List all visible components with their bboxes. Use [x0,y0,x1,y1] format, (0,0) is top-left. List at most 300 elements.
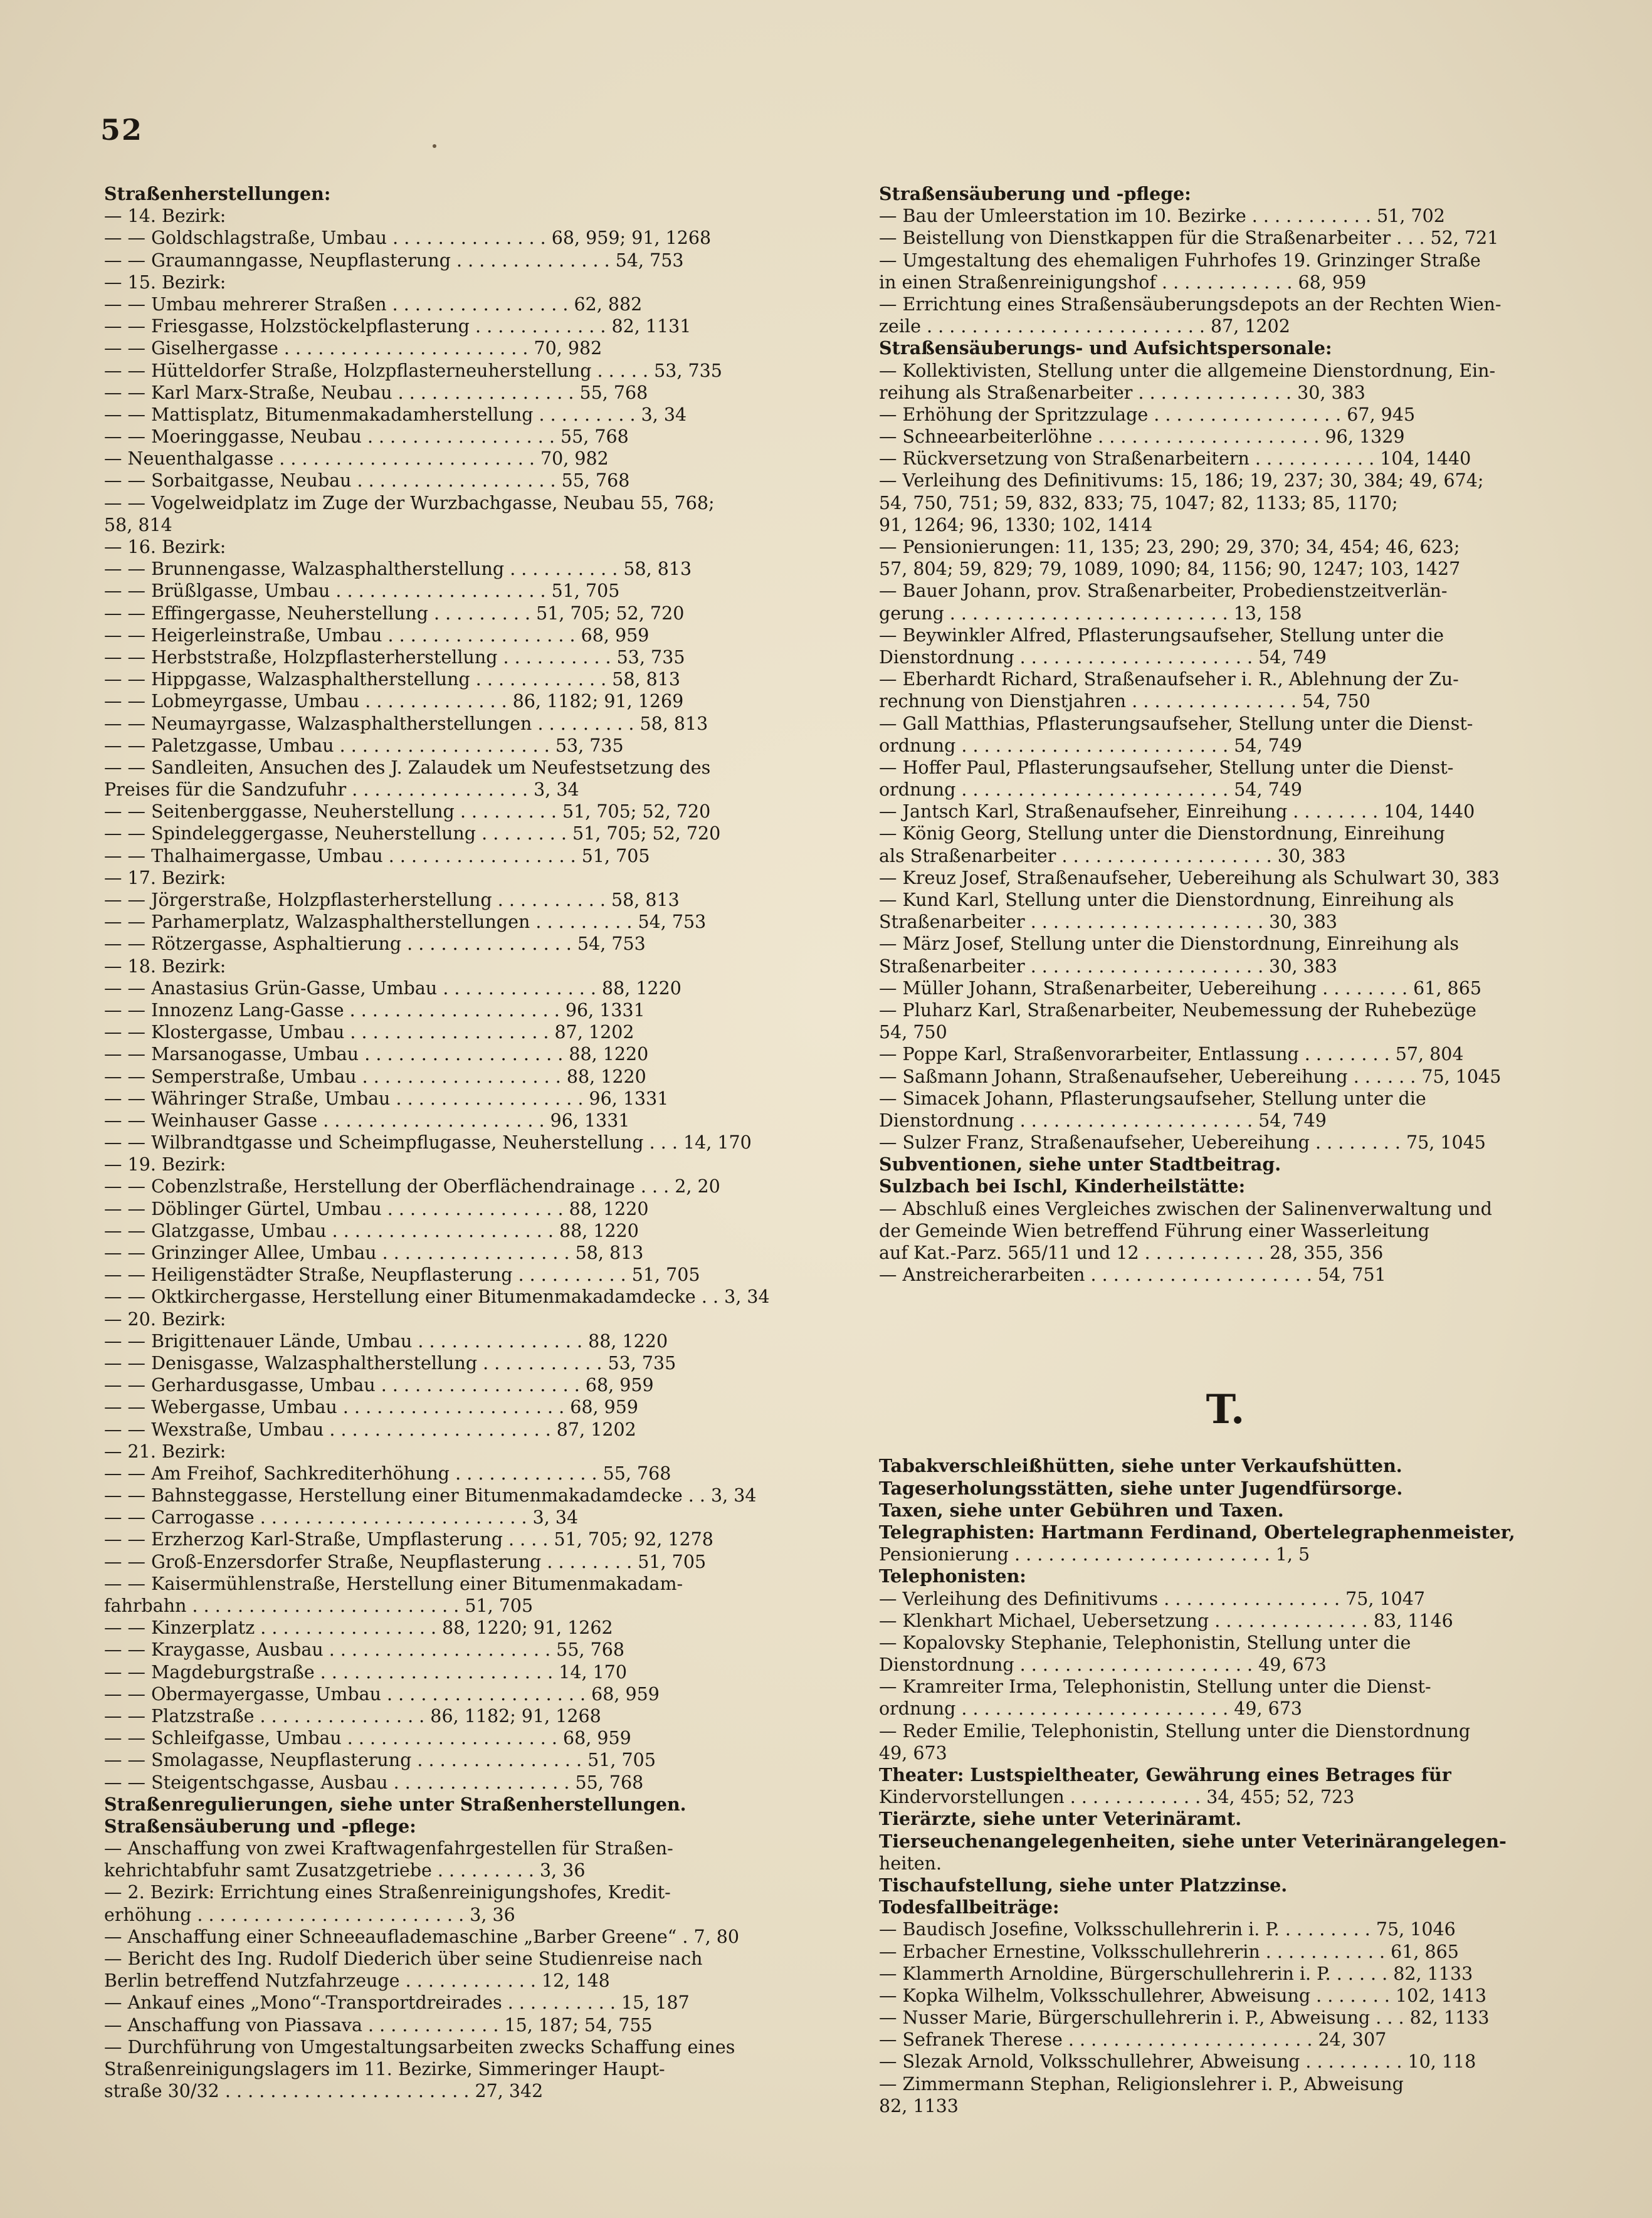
index-entry [879,2095,1572,2117]
index-entry [879,1021,1572,1043]
entry-text: Tabakverschleißhütten, siehe unter Verkaufshütten. [879,1455,1402,1477]
index-entry [104,382,856,404]
index-entry [879,668,1572,690]
entry-text: — — Umbau mehrerer Straßen . . . . . . . . . . . . . . . . 62, 882 [104,293,643,315]
entry-text: Todesfallbeiträge: [879,1896,1060,1918]
index-entry [879,1786,1572,1808]
index-entry [879,1588,1572,1610]
index-entry [104,933,856,955]
index-heading [879,1522,1572,1543]
entry-text: — Klammerth Arnoldine, Bürgerschullehrerin i. P. . . . . . 82, 1133 [879,1963,1473,1984]
index-entry [104,1175,856,1197]
entry-text: — — Kaisermühlenstraße, Herstellung einer Bitumenmakadam- [104,1573,683,1594]
entry-text: zeile . . . . . . . . . . . . . . . . . . . . . . . . . 87, 1202 [879,316,1290,337]
entry-text: 57, 804; 59, 829; 79, 1089, 1090; 84, 1156; 90, 1247; 103, 1427 [879,559,1461,580]
index-entry [104,823,856,844]
index-entry [879,977,1572,999]
index-entry [879,2029,1572,2051]
index-heading [879,1764,1572,1786]
index-entry [104,315,856,337]
entry-text: Telegraphisten: Hartmann Ferdinand, Obertelegraphenmeister, [879,1521,1515,1543]
entry-text: — — Cobenzlstraße, Herstellung der Oberflächendrainage . . . 2, 20 [104,1176,720,1197]
entry-text: — Kreuz Josef, Straßenaufseher, Uebereihung als Schulwart 30, 383 [879,867,1500,888]
entry-text: — Rückversetzung von Straßenarbeitern . . . . . . . . . . . 104, 1440 [879,448,1471,470]
index-heading [104,183,856,205]
entry-text: — Neuenthalgasse . . . . . . . . . . . . . . . . . . . . . . . 70, 982 [104,448,609,470]
index-entry [879,1543,1572,1565]
index-entry [104,1352,856,1374]
section-letter [879,1361,1572,1455]
entry-text: — — Paletzgasse, Umbau . . . . . . . . . . . . . . . . . . . 53, 735 [104,735,624,756]
index-entry [879,845,1572,867]
entry-text: Pensionierung . . . . . . . . . . . . . . . . . . . . . . . 1, 5 [879,1544,1310,1565]
index-entry [104,2014,856,2036]
index-heading [879,1565,1572,1587]
index-entry [104,1595,856,1617]
entry-text: Taxen, siehe unter Gebühren und Taxen. [879,1499,1284,1521]
index-entry [879,293,1572,315]
index-entry [104,1441,856,1463]
entry-text: Subventionen, siehe unter Stadtbeitrag. [879,1154,1281,1175]
index-entry [104,999,856,1021]
entry-text: ordnung . . . . . . . . . . . . . . . . . . . . . . . . 54, 749 [879,735,1303,756]
entry-text: — — Erzherzog Karl-Straße, Umpflasterung . . . . 51, 705; 92, 1278 [104,1529,713,1550]
entry-text: — — Bahnsteggasse, Herstellung einer Bitumenmakadamdecke . . 3, 34 [104,1485,757,1506]
entry-text: — 18. Bezirk: [104,955,226,977]
entry-text: — — Hippgasse, Walzasphaltherstellung . . . . . . . . . . . . 58, 813 [104,669,680,690]
index-entry [879,624,1572,646]
entry-text: — — Jörgerstraße, Holzpflasterherstellung . . . . . . . . . . 58, 813 [104,890,680,910]
index-entry [104,1948,856,1970]
index-heading [879,183,1572,205]
index-entry [104,602,856,624]
entry-text: reihung als Straßenarbeiter . . . . . . . . . . . . . . 30, 383 [879,382,1365,403]
index-entry [104,1264,856,1286]
index-entry [879,1720,1572,1742]
entry-text: — — Goldschlagstraße, Umbau . . . . . . . . . . . . . . 68, 959; 91, 1268 [104,228,712,249]
index-entry [104,757,856,779]
index-entry [104,1374,856,1396]
index-entry [104,1396,856,1418]
index-entry [879,360,1572,382]
entry-text: — Abschluß eines Vergleiches zwischen der Salinenverwaltung und [879,1198,1492,1219]
index-entry [879,1985,1572,2007]
left-column [104,183,856,2102]
entry-text: — — Obermayergasse, Umbau . . . . . . . . . . . . . . . . . . 68, 959 [104,1683,660,1705]
index-entry [879,1198,1572,1220]
index-entry [104,580,856,602]
index-entry [879,1043,1572,1065]
entry-text: — — Schleifgasse, Umbau . . . . . . . . . . . . . . . . . . . 68, 959 [104,1728,631,1749]
entry-text: Straßenherstellungen: [104,183,331,204]
index-heading [104,1816,856,1837]
entry-text: — — Semperstraße, Umbau . . . . . . . . . . . . . . . . . . 88, 1220 [104,1066,646,1087]
entry-text: — Zimmermann Stephan, Religionslehrer i. P., Abweisung [879,2073,1404,2094]
entry-text: 54, 750, 751; 59, 832, 833; 75, 1047; 82, 1133; 85, 1170; [879,492,1398,513]
index-entry [879,1918,1572,1940]
entry-text: — — Denisgasse, Walzasphaltherstellung . . . . . . . . . . . 53, 735 [104,1352,676,1374]
index-entry [104,1066,856,1088]
entry-text: Straßensäuberung und -pflege: [104,1815,416,1837]
entry-text: 54, 750 [879,1022,947,1043]
entry-text: — — Seitenberggasse, Neuherstellung . . . . . . . . . 51, 705; 52, 720 [104,801,711,823]
index-entry [104,867,856,889]
index-entry [104,1485,856,1506]
entry-text: — — Kinzerplatz . . . . . . . . . . . . . . . . 88, 1220; 91, 1262 [104,1617,613,1639]
entry-text: Tierärzte, siehe unter Veterinäramt. [879,1808,1242,1830]
entry-text: ordnung . . . . . . . . . . . . . . . . . . . . . . . . 49, 673 [879,1698,1303,1720]
index-entry [879,1654,1572,1676]
entry-text: — Slezak Arnold, Volksschullehrer, Abweisung . . . . . . . . . 10, 118 [879,2051,1476,2073]
entry-text: — Poppe Karl, Straßenvorarbeiter, Entlassung . . . . . . . . 57, 804 [879,1044,1464,1065]
index-entry [879,1220,1572,1242]
index-entry [879,713,1572,735]
entry-text: — Bau der Umleerstation im 10. Bezirke . . . . . . . . . . . 51, 702 [879,206,1445,227]
entry-text: — — Groß-Enzersdorfer Straße, Neupflasterung . . . . . . . . 51, 705 [104,1551,707,1572]
index-entry [104,250,856,271]
index-heading [879,1154,1572,1175]
entry-text: rechnung von Dienstjahren . . . . . . . . . . . . . . . 54, 750 [879,691,1371,712]
entry-text: 91, 1264; 96, 1330; 102, 1414 [879,514,1153,535]
entry-text: kehrichtabfuhr samt Zusatzgetriebe . . . . . . . . . 3, 36 [104,1860,586,1881]
entry-text: — Erbacher Ernestine, Volksschullehrerin . . . . . . . . . . . 61, 865 [879,1941,1459,1962]
index-heading [879,1831,1572,1853]
entry-text: — Beistellung von Dienstkappen für die Straßenarbeiter . . . 52, 721 [879,228,1499,249]
index-entry [104,1617,856,1639]
index-entry [104,1837,856,1859]
index-entry [879,1088,1572,1110]
entry-text: — — Klostergasse, Umbau . . . . . . . . . . . . . . . . . . 87, 1202 [104,1022,634,1043]
entry-text: Sulzbach bei Ischl, Kinderheilstätte: [879,1175,1246,1197]
entry-text: — — Steigentschgasse, Ausbau . . . . . . . . . . . . . . . . 55, 768 [104,1772,644,1793]
entry-text: Dienstordnung . . . . . . . . . . . . . . . . . . . . . 49, 673 [879,1654,1327,1676]
index-entry [104,1132,856,1154]
index-entry [879,470,1572,491]
index-entry [879,205,1572,227]
entry-text: — — Carrogasse . . . . . . . . . . . . . . . . . . . . . . . . 3, 34 [104,1507,579,1528]
entry-text: — Umgestaltung des ehemaligen Fuhrhofes 19. Grinzinger Straße [879,250,1481,271]
index-entry [104,293,856,315]
entry-text: in einen Straßenreinigungshof . . . . . . . . . . . . 68, 959 [879,271,1367,293]
entry-text: — Anstreicherarbeiten . . . . . . . . . . . . . . . . . . . . 54, 751 [879,1264,1386,1286]
entry-text: ordnung . . . . . . . . . . . . . . . . . . . . . . . . 54, 749 [879,779,1303,801]
index-entry [879,492,1572,514]
index-heading [104,1794,856,1816]
entry-text: — — Brigittenauer Lände, Umbau . . . . . . . . . . . . . . . 88, 1220 [104,1330,668,1352]
index-entry [879,1853,1572,1874]
index-entry [104,1242,856,1264]
index-entry [104,690,856,712]
index-entry [879,2007,1572,2029]
index-entry [104,448,856,470]
index-entry [104,1043,856,1065]
entry-text: — — Weinhauser Gasse . . . . . . . . . . . . . . . . . . . . 96, 1331 [104,1110,630,1131]
entry-text: — Saßmann Johann, Straßenaufseher, Uebereihung . . . . . . 75, 1045 [879,1066,1502,1087]
index-entry [104,1330,856,1352]
entry-text: — — Magdeburgstraße . . . . . . . . . . . . . . . . . . . . . 14, 170 [104,1661,628,1683]
entry-text: — — Parhamerplatz, Walzasphaltherstellungen . . . . . . . . . 54, 753 [104,912,707,933]
index-heading [879,1896,1572,1918]
index-heading [879,1478,1572,1500]
index-entry [104,1904,856,1926]
index-entry [104,1286,856,1308]
index-entry [879,448,1572,470]
index-entry [879,536,1572,558]
entry-text: — — Mattisplatz, Bitumenmakadamherstellung . . . . . . . . . 3, 34 [104,404,687,425]
entry-text: — — Glatzgasse, Umbau . . . . . . . . . . . . . . . . . . . . 88, 1220 [104,1220,639,1241]
entry-text: — Bericht des Ing. Rudolf Diederich über seine Studienreise nach [104,1948,703,1969]
entry-text: — Hoffer Paul, Pflasterungsaufseher, Stellung unter die Dienst- [879,757,1454,778]
entry-text: — — Kraygasse, Ausbau . . . . . . . . . . . . . . . . . . . . 55, 768 [104,1639,624,1661]
index-entry [104,2058,856,2080]
entry-text: — Verleihung des Definitivums: 15, 186; 19, 237; 30, 384; 49, 674; [879,470,1484,491]
entry-text: — Pluharz Karl, Straßenarbeiter, Neubemessung der Ruhebezüge [879,999,1476,1021]
index-entry [104,624,856,646]
index-entry [104,1992,856,2014]
entry-text: — — Heigerleinstraße, Umbau . . . . . . . . . . . . . . . . . 68, 959 [104,624,650,646]
entry-text: Berlin betreffend Nutzfahrzeuge . . . . . . . . . . . . 12, 148 [104,1970,610,1992]
index-entry [104,1110,856,1132]
index-entry [879,250,1572,271]
entry-text: — — Brunnengasse, Walzasphaltherstellung . . . . . . . . . . 58, 813 [104,559,692,580]
index-entry [879,271,1572,293]
index-entry [879,1941,1572,1963]
index-entry [104,1705,856,1727]
entry-text: — — Herbststraße, Holzpflasterherstellung . . . . . . . . . . 53, 735 [104,646,685,668]
index-entry [879,426,1572,448]
entry-text: — — Hütteldorfer Straße, Holzpflasterneuherstellung . . . . . 53, 735 [104,360,722,381]
entry-text: — 17. Bezirk: [104,867,226,888]
index-entry [879,580,1572,602]
index-entry [104,514,856,536]
entry-text: als Straßenarbeiter . . . . . . . . . . . . . . . . . . . 30, 383 [879,845,1346,866]
entry-text: — Simacek Johann, Pflasterungsaufseher, Stellung unter die [879,1088,1426,1109]
index-entry [879,1610,1572,1632]
index-entry [104,801,856,823]
index-entry [104,1749,856,1771]
index-entry [104,1463,856,1485]
entry-text: — Bauer Johann, prov. Straßenarbeiter, Probedienstzeitverlän- [879,581,1448,602]
entry-text: heiten. [879,1853,942,1874]
index-entry [104,470,856,491]
index-entry [104,646,856,668]
index-entry [104,779,856,801]
entry-text: — Nusser Marie, Bürgerschullehrerin i. P., Abweisung . . . 82, 1133 [879,2007,1490,2029]
index-entry [879,933,1572,955]
entry-text: Straßensäuberung und -pflege: [879,183,1191,204]
entry-text: — Kopalovsky Stephanie, Telephonistin, Stellung unter die [879,1632,1411,1653]
entry-text: — — Oktkirchergasse, Herstellung einer Bitumenmakadamdecke . . 3, 34 [104,1286,770,1308]
entry-text: — — Döblinger Gürtel, Umbau . . . . . . . . . . . . . . . . 88, 1220 [104,1198,649,1219]
entry-text: Kindervorstellungen . . . . . . . . . . . . 34, 455; 52, 723 [879,1787,1355,1808]
entry-text: — Kopka Wilhelm, Volksschullehrer, Abweisung . . . . . . . 102, 1413 [879,1985,1487,2006]
index-entry [104,2036,856,2058]
index-entry [104,1528,856,1550]
index-heading [879,1175,1572,1197]
index-entry [879,757,1572,779]
entry-text: — 2. Bezirk: Errichtung eines Straßenreinigungshofes, Kredit- [104,1882,671,1903]
index-entry [879,999,1572,1021]
entry-text: — — Karl Marx-Straße, Neubau . . . . . . . . . . . . . . . . 55, 768 [104,382,648,403]
index-entry [104,337,856,359]
entry-text: — — Gerhardusgasse, Umbau . . . . . . . . . . . . . . . . . . 68, 959 [104,1375,654,1396]
entry-text: — — Heiligenstädter Straße, Neupflasterung . . . . . . . . . . 51, 705 [104,1264,700,1286]
entry-text: Tischaufstellung, siehe unter Platzzinse. [879,1874,1288,1896]
ink-speck [433,144,436,148]
entry-text: Preises für die Sandzufuhr . . . . . . . . . . . . . . . . 3, 34 [104,779,579,801]
entry-text: — — Effingergasse, Neuherstellung . . . . . . . . . 51, 705; 52, 720 [104,602,685,624]
index-entry [104,977,856,999]
index-entry [879,690,1572,712]
entry-text: fahrbahn . . . . . . . . . . . . . . . . . . . . . . . . 51, 705 [104,1595,534,1616]
entry-text: — Erhöhung der Spritzzulage . . . . . . . . . . . . . . . . . 67, 945 [879,404,1416,425]
index-entry [879,1963,1572,1985]
index-heading [879,337,1572,359]
index-entry [879,1132,1572,1154]
index-entry [104,205,856,227]
entry-text: — — Wexstraße, Umbau . . . . . . . . . . . . . . . . . . . . 87, 1202 [104,1419,636,1440]
entry-text: — 20. Bezirk: [104,1308,226,1330]
index-entry [104,1772,856,1794]
index-entry [104,1198,856,1220]
entry-text: — 19. Bezirk: [104,1154,226,1175]
index-heading [879,1874,1572,1896]
entry-text: auf Kat.-Parz. 565/11 und 12 . . . . . . . . . . . 28, 355, 356 [879,1243,1384,1263]
index-entry [879,1676,1572,1698]
index-entry [104,845,856,867]
entry-text: 58, 814 [104,514,172,535]
index-entry [104,558,856,580]
page-number: 52 [100,113,144,147]
entry-text: — Pensionierungen: 11, 135; 23, 290; 29, 370; 34, 454; 46, 623; [879,537,1460,557]
index-heading [879,1808,1572,1830]
index-entry [879,955,1572,977]
entry-text: — — Graumanngasse, Neupflasterung . . . . . . . . . . . . . . 54, 753 [104,250,684,271]
index-entry [879,558,1572,580]
index-entry [879,2073,1572,2095]
entry-text: — Ankauf eines „Mono“-Transportdreirades . . . . . . . . . . 15, 187 [104,1992,690,2014]
entry-text: — — Grinzinger Allee, Umbau . . . . . . . . . . . . . . . . . 58, 813 [104,1243,644,1263]
index-entry [104,1661,856,1683]
entry-text: — — Giselhergasse . . . . . . . . . . . . . . . . . . . . . . 70, 982 [104,338,602,359]
entry-text: — — Friesgasse, Holzstöckelpflasterung . . . . . . . . . . . . 82, 1131 [104,316,692,337]
index-entry [879,779,1572,801]
index-entry [104,2080,856,2102]
index-entry [104,1727,856,1749]
entry-text: 49, 673 [879,1742,947,1763]
entry-text: — 15. Bezirk: [104,271,226,293]
entry-text: — König Georg, Stellung unter die Dienstordnung, Einreihung [879,823,1445,844]
entry-text: — — Thalhaimergasse, Umbau . . . . . . . . . . . . . . . . . 51, 705 [104,845,650,866]
entry-text: — 14. Bezirk: [104,206,226,227]
entry-text: Tageserholungsstätten, siehe unter Jugendfürsorge. [879,1477,1403,1499]
entry-text: — — Spindeleggergasse, Neuherstellung . . . . . . . . 51, 705; 52, 720 [104,823,721,844]
entry-text: — — Smolagasse, Neupflasterung . . . . . . . . . . . . . . . 51, 705 [104,1750,656,1771]
section-gap [879,1286,1572,1361]
entry-text: — Müller Johann, Straßenarbeiter, Uebereihung . . . . . . . . 61, 865 [879,977,1481,999]
index-entry [104,426,856,448]
entry-text: — — Lobmeyrgasse, Umbau . . . . . . . . . . . . . 86, 1182; 91, 1269 [104,691,684,712]
index-entry [104,227,856,249]
index-entry [104,668,856,690]
entry-text: — Beywinkler Alfred, Pflasterungsaufseher, Stellung unter die [879,624,1444,646]
index-entry [879,315,1572,337]
index-entry [104,955,856,977]
index-entry [879,889,1572,911]
index-entry [879,1242,1572,1264]
entry-text: — Durchführung von Umgestaltungsarbeiten zwecks Schaffung eines [104,2036,735,2058]
index-entry [104,735,856,757]
index-entry [879,514,1572,536]
entry-text: — 16. Bezirk: [104,537,226,557]
entry-text: — Kollektivisten, Stellung unter die allgemeine Dienstordnung, Ein- [879,360,1496,381]
index-entry [104,492,856,514]
index-entry [879,911,1572,933]
entry-text: — Kund Karl, Stellung unter die Dienstordnung, Einreihung als [879,890,1455,910]
index-entry [879,1066,1572,1088]
entry-text: — Jantsch Karl, Straßenaufseher, Einreihung . . . . . . . . 104, 1440 [879,801,1475,823]
entry-text: — Reder Emilie, Telephonistin, Stellung unter die Dienstordnung [879,1720,1471,1742]
entry-text: Straßenarbeiter . . . . . . . . . . . . . . . . . . . . . 30, 383 [879,912,1337,933]
index-entry [104,1021,856,1043]
index-entry [879,1742,1572,1764]
index-entry [879,1110,1572,1132]
index-entry [104,271,856,293]
index-entry [104,1639,856,1661]
index-entry [879,1698,1572,1720]
index-entry [104,1220,856,1242]
entry-text: — Gall Matthias, Pflasterungsaufseher, Stellung unter die Dienst- [879,713,1473,734]
index-entry [104,1859,856,1881]
index-entry [879,801,1572,823]
entry-text: Dienstordnung . . . . . . . . . . . . . . . . . . . . . 54, 749 [879,646,1327,668]
index-heading [879,1500,1572,1522]
index-entry [104,1154,856,1175]
entry-text: — März Josef, Stellung unter die Dienstordnung, Einreihung als [879,933,1459,955]
entry-text: — 21. Bezirk: [104,1441,226,1462]
index-entry [104,1926,856,1948]
index-entry [104,360,856,382]
index-heading [879,1455,1572,1477]
right-column [879,183,1572,2117]
entry-text: — — Rötzergasse, Asphaltierung . . . . . . . . . . . . . . . 54, 753 [104,933,646,955]
index-entry [104,404,856,426]
entry-text: — — Anastasius Grün-Gasse, Umbau . . . . . . . . . . . . . . 88, 1220 [104,977,681,999]
index-entry [879,602,1572,624]
index-entry [104,713,856,735]
entry-text: — — Wilbrandtgasse und Scheimpflugasse, Neuherstellung . . . 14, 170 [104,1132,752,1154]
entry-text: — Anschaffung einer Schneeauflademaschine „Barber Greene“ . 7, 80 [104,1926,740,1947]
entry-text: — — Währinger Straße, Umbau . . . . . . . . . . . . . . . . . 96, 1331 [104,1088,669,1109]
entry-text: — — Vogelweidplatz im Zuge der Wurzbachgasse, Neubau 55, 768; [104,492,715,513]
entry-text: — Sefranek Therese . . . . . . . . . . . . . . . . . . . . . . 24, 307 [879,2029,1387,2051]
index-entry [104,1506,856,1528]
index-entry [879,404,1572,426]
entry-text: — Baudisch Josefine, Volksschullehrerin i. P. . . . . . . . . 75, 1046 [879,1919,1456,1940]
entry-text: der Gemeinde Wien betreffend Führung einer Wasserleitung [879,1220,1430,1241]
entry-text: — Anschaffung von Piassava . . . . . . . . . . . . 15, 187; 54, 755 [104,2014,653,2036]
entry-text: — Schneearbeiterlöhne . . . . . . . . . . . . . . . . . . . . 96, 1329 [879,426,1405,448]
entry-text: 82, 1133 [879,2095,959,2116]
index-entry [104,1881,856,1903]
index-entry [104,1970,856,1992]
entry-text: gerung . . . . . . . . . . . . . . . . . . . . . . . . . 13, 158 [879,602,1302,624]
index-entry [879,867,1572,889]
index-entry [879,2051,1572,2073]
entry-text: — — Neumayrgasse, Walzasphaltherstellungen . . . . . . . . . 58, 813 [104,713,708,734]
index-entry [879,823,1572,844]
entry-text: — — Platzstraße . . . . . . . . . . . . . . . 86, 1182; 91, 1268 [104,1705,601,1727]
